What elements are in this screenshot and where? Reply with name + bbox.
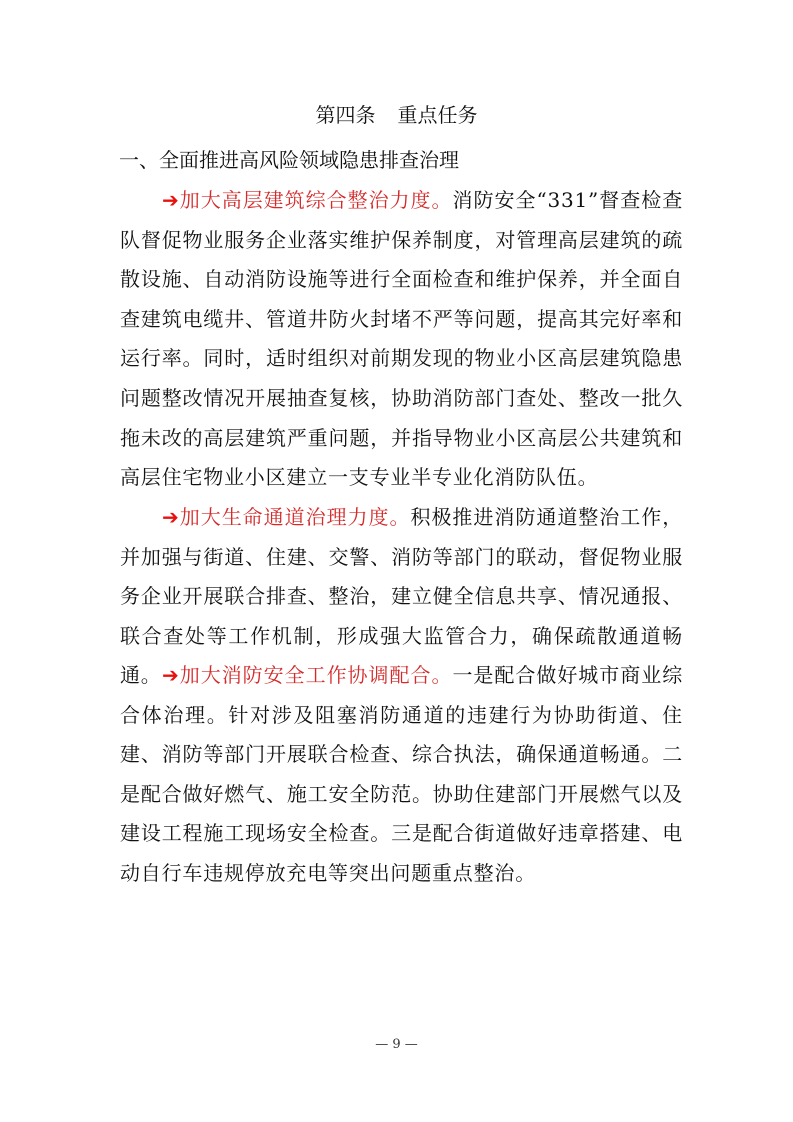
paragraph-3	[120, 656, 683, 894]
paragraph-text: 消防安全“331”督查检查队督促物业服务企业落实维护保养制度，对管理高层建筑的疏散设施、自动消防设施等进行全面检查和维护保养，并全面自查建筑电缆井、管道井防火封堵不严等问题，提高其完好率和运行率。同时，适时组织对前期发现的物业小区高层建筑隐患问题整改情况开展抽查复核，协助消防部门查处、整改一批久拖未改的高层建筑严重问题，并指导物业小区高层公共建筑和高层住宅物业小区建立一支专业半专业化消防队伍。	[120, 188, 683, 490]
page-number: — 9 —	[375, 1037, 418, 1052]
paragraph-highlight: 加大生命通道治理力度。	[179, 505, 411, 529]
arrow-right-icon: ➔	[162, 188, 180, 212]
paragraph-highlight: 加大消防安全工作协调配合。	[179, 663, 453, 687]
article-number: 第四条	[315, 103, 376, 127]
paragraph-highlight: 加大高层建筑综合整治力度。	[179, 188, 453, 212]
paragraph-text: 积极推进消防通道整治工作，并加强与街道、住建、交警、消防等部门的联动，督促物业服务企业开展联合排查、整治，建立健全信息共享、情况通报、联合查处等工作机制，形成强大监管合力，确保疏散通道畅通。	[120, 505, 683, 688]
arrow-right-icon: ➔	[162, 505, 180, 529]
arrow-right-icon: ➔	[162, 663, 180, 687]
paragraph-1	[120, 181, 683, 498]
paragraph-text: 一是配合做好城市商业综合体治理。针对涉及阻塞消防通道的违建行为协助街道、住建、消防等部门开展联合检查、综合执法，确保通道畅通。二是配合做好燃气、施工安全防范。协助住建部门开展燃气以及建设工程施工现场安全检查。三是配合街道做好违章搭建、电动自行车违规停放充电等突出问题重点整治。	[120, 663, 683, 885]
section-heading: 一、全面推进高风险领域隐患排查治理	[119, 148, 459, 172]
article-title	[0, 101, 793, 129]
article-subject: 重点任务	[397, 103, 478, 127]
